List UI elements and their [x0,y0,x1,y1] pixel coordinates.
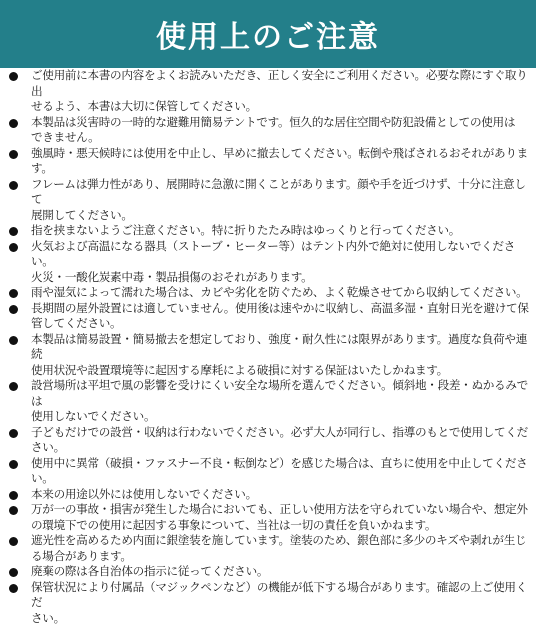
caution-item [0,177,536,224]
bullet-icon [9,537,18,546]
bullet-icon [9,227,18,236]
caution-text: 保管状況により付属品（マジックペンなど）の機能が低下する場合があります。確認の上ご使用くだ さい。 [31,580,530,626]
bullet-icon [9,429,18,438]
caution-item [0,425,536,456]
caution-text: 子どもだけでの設営・収納は行わないでください。必ず大人が同行し、指導のもとで使用してください。 [31,425,530,456]
caution-item [0,533,536,564]
caution-text: 使用中に異常（破損・ファスナー不良・転倒など）を感じた場合は、直ちに使用を中止してください。 [31,456,530,487]
bullet-icon [9,305,18,314]
bullet-icon [9,119,18,128]
caution-list [0,68,536,626]
caution-text: 本製品は災害時の一時的な避難用簡易テントです。恒久的な居住空間や防犯設備としての使用は できません。 [31,115,530,146]
caution-text: 本製品は簡易設置・簡易撤去を想定しており、強度・耐久性には限界があります。過度な負荷や連続 使用状況や設置環境等に起因する摩耗による破損に対する保証はいたしかねます。 [31,332,530,379]
caution-item [0,502,536,533]
caution-item [0,301,536,332]
caution-text: ご使用前に本書の内容をよくお読みいただき、正しく安全にご利用ください。必要な際にすぐ取り出 せるよう、本書は大切に保管してください。 [31,68,530,115]
caution-text: 本来の用途以外には使用しないでください。 [31,487,530,503]
caution-text: 強風時・悪天候時には使用を中止し、早めに撤去してください。転倒や飛ばされるおそれがあります。 [31,146,530,177]
caution-item [0,564,536,580]
caution-item [0,68,536,115]
caution-text: フレームは弾力性があり、展開時に急激に開くことがあります。顔や手を近づけず、十分に注意して 展開してください。 [31,177,530,224]
caution-text: 遮光性を高めるため内面に銀塗装を施しています。塗装のため、銀色部に多少のキズや剥れが生じ る場合があります。 [31,533,530,564]
caution-item [0,223,536,239]
bullet-icon [9,181,18,190]
caution-text: 廃棄の際は各自治体の指示に従ってください。 [31,564,530,580]
caution-text: 雨や湿気によって濡れた場合は、カビや劣化を防ぐため、よく乾燥させてから収納してください。 [31,285,530,301]
bullet-icon [9,289,18,298]
bullet-icon [9,568,18,577]
caution-item [0,146,536,177]
caution-item [0,378,536,425]
bullet-icon [9,584,18,593]
caution-item [0,580,536,626]
caution-item [0,456,536,487]
caution-item [0,115,536,146]
bullet-icon [9,491,18,500]
page-title: 使用上のご注意 [156,12,380,56]
caution-text: 火気および高温になる器具（ストーブ・ヒーター等）はテント内外で絶対に使用しないでください。 火災・一酸化炭素中毒・製品損傷のおそれがあります。 [31,239,530,286]
bullet-icon [9,336,18,345]
bullet-icon [9,460,18,469]
bullet-icon [9,382,18,391]
caution-item [0,487,536,503]
bullet-icon [9,243,18,252]
bullet-icon [9,150,18,159]
caution-item [0,239,536,286]
caution-text: 指を挟まないようご注意ください。特に折りたたみ時はゆっくりと行ってください。 [31,223,530,239]
caution-text: 設営場所は平坦で風の影響を受けにくい安全な場所を選んでください。傾斜地・段差・ぬかるみでは 使用しないでください。 [31,378,530,425]
bullet-icon [9,506,18,515]
caution-text: 万が一の事故・損害が発生した場合においても、正しい使用方法を守られていない場合や、想定外 の環境下での使用に起因する事象について、当社は一切の責任を負いかねます。 [31,502,530,533]
bullet-icon [9,72,18,81]
caution-item [0,285,536,301]
caution-item [0,332,536,379]
caution-text: 長期間の屋外設置には適していません。使用後は速やかに収納し、高温多湿・直射日光を避けて保 管してください。 [31,301,530,332]
page-header [0,0,536,68]
